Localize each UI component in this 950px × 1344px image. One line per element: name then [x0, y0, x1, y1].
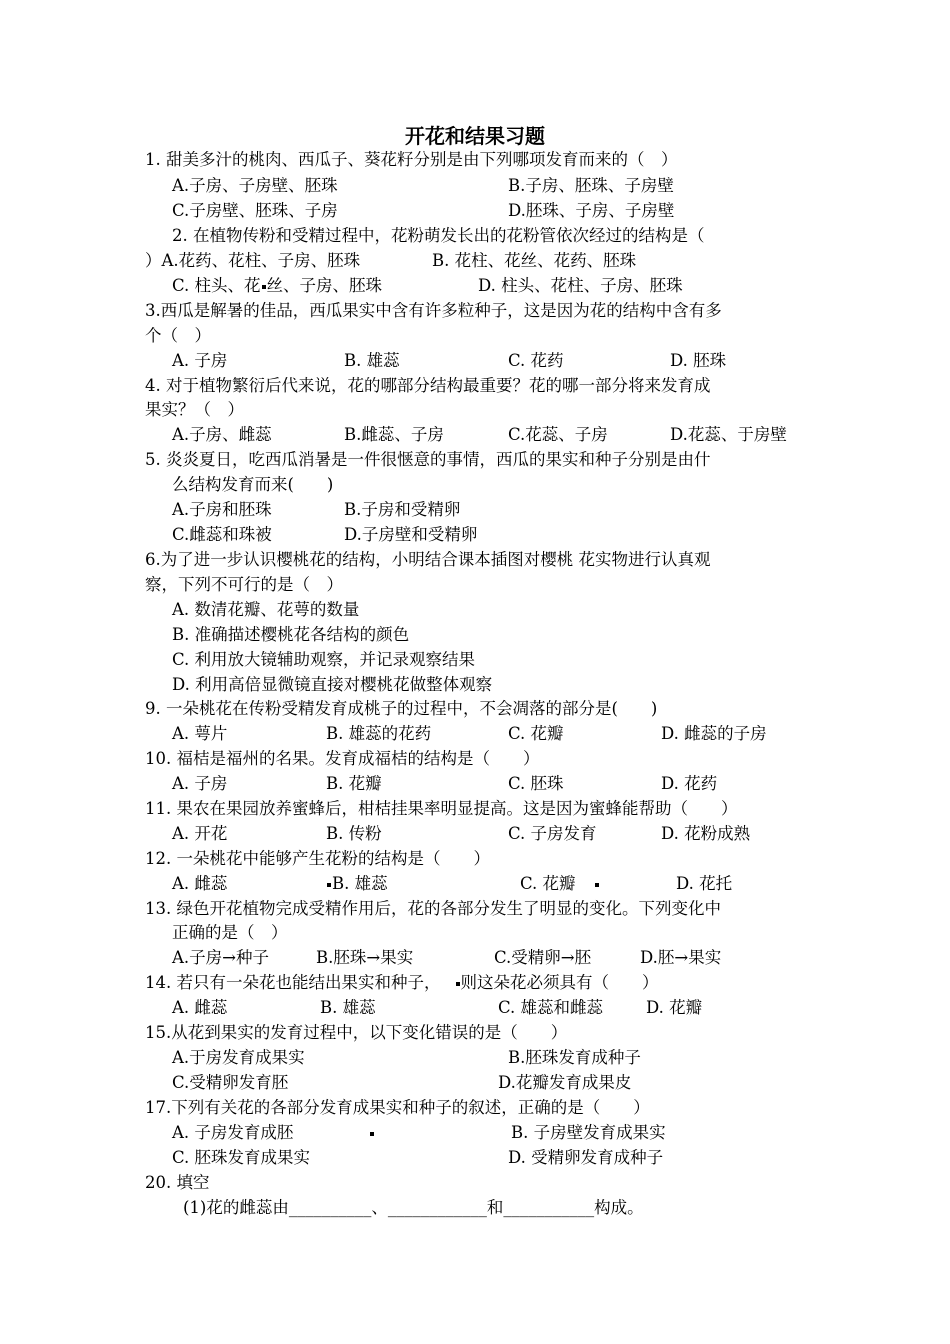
question-5-option-c: C.雌蕊和珠被 [172, 525, 272, 544]
question-9-option-d: D. 雌蕊的子房 [661, 724, 767, 743]
question-4-option-b: B.雌蕊、子房 [344, 425, 444, 444]
question-14-stem-part-2: 则这朵花必须具有（ ） [460, 973, 659, 992]
question-5-option-d: D.子房壁和受精卵 [344, 525, 478, 544]
question-4-option-c: C.花蕊、子房 [508, 425, 608, 444]
question-17-option-d: D. 受精卵发育成种子 [508, 1148, 664, 1167]
option-c-part-2: 丝、子房、胚珠 [266, 276, 383, 295]
question-10-option-c: C. 胚珠 [508, 774, 564, 793]
stray-mark [262, 285, 266, 289]
question-5-stem-line-1: 5. 炎炎夏日，吃西瓜消暑是一件很惬意的事情，西瓜的果实和种子分别是由什 [145, 450, 711, 469]
question-6-option-d: D. 利用高倍显微镜直接对樱桃花做整体观察 [172, 675, 493, 694]
question-11-option-b: B. 传粉 [326, 824, 382, 843]
question-9-option-a: A. 萼片 [172, 724, 228, 743]
question-11-option-d: D. 花粉成熟 [661, 824, 751, 843]
stray-mark [370, 1132, 374, 1136]
question-14-option-a: A. 雌蕊 [172, 998, 228, 1017]
question-15-option-d: D.花瓣发育成果皮 [498, 1073, 632, 1092]
question-12-option-b [326, 872, 388, 896]
question-3-option-b: B. 雄蕊 [344, 351, 400, 370]
question-10-option-d: D. 花药 [661, 774, 718, 793]
question-9-option-b: B. 雄蕊的花药 [326, 724, 432, 743]
question-2-option-a: ）A.花药、花柱、子房、胚珠 [145, 251, 361, 270]
question-15-stem: 15.从花到果实的发育过程中，以下变化错误的是（ ） [145, 1023, 568, 1042]
question-12-option-a: A. 雌蕊 [172, 874, 228, 893]
stray-mark [456, 982, 460, 986]
question-6-stem-line-2: 察，下列不可行的是（ ） [145, 575, 343, 594]
question-13-option-a: A.子房→种子 [172, 948, 269, 967]
question-17-option-a [172, 1121, 375, 1145]
question-4-option-d: D.花蕊、于房壁 [670, 425, 787, 444]
question-3-option-d: D. 胚珠 [670, 351, 727, 370]
question-9-option-c: C. 花瓣 [508, 724, 564, 743]
question-11-option-a: A. 开花 [172, 824, 228, 843]
question-12-option-c [520, 872, 600, 896]
question-11-option-c: C. 子房发育 [508, 824, 597, 843]
question-13-stem-line-2: 正确的是（ ） [172, 923, 288, 942]
question-15-option-c: C.受精卵发育胚 [172, 1073, 289, 1092]
question-10-option-b: B. 花瓣 [326, 774, 382, 793]
question-3-stem-line-1: 3.西瓜是解暑的佳品，西瓜果实中含有许多粒种子，这是因为花的结构中含有多 [145, 301, 722, 320]
question-1-option-c: C.子房壁、胚珠、子房 [172, 201, 338, 220]
question-2-stem: 2. 在植物传粉和受精过程中，花粉萌发长出的花粉管依次经过的结构是（ [172, 226, 705, 245]
question-6-stem-line-1: 6.为了进一步认识樱桃花的结构，小明结合课本插图对樱桃 花实物进行认真观 [145, 550, 711, 569]
question-2-option-d: D. 柱头、花柱、子房、胚珠 [478, 276, 683, 295]
question-2-option-b: B. 花柱、花丝、花药、胚珠 [432, 251, 637, 270]
question-6-option-c: C. 利用放大镜辅助观察，并记录观察结果 [172, 650, 476, 669]
stray-mark [595, 883, 599, 887]
question-1-option-a: A.子房、子房壁、胚珠 [172, 176, 338, 195]
question-5-stem-line-2: 么结构发育而来( ) [172, 475, 334, 494]
option-a-text: A. 子房发育成胚 [172, 1123, 294, 1142]
question-17-stem: 17.下列有关花的各部分发育成果实和种子的叙述，正确的是（ ） [145, 1098, 650, 1117]
question-11-stem: 11. 果农在果园放养蜜蜂后，柑桔挂果率明显提高。这是因为蜜蜂能帮助（ ） [145, 799, 738, 818]
question-1-option-b: B.子房、胚珠、子房壁 [508, 176, 674, 195]
question-10-stem: 10. 福桔是福州的名果。发育成福桔的结构是（ ） [145, 749, 540, 768]
question-17-option-c: C. 胚珠发育成果实 [172, 1148, 311, 1167]
question-6-option-a: A. 数清花瓣、花萼的数量 [172, 600, 360, 619]
question-14-option-b: B. 雄蕊 [320, 998, 376, 1017]
option-c-part-1: C. 柱头、花 [172, 276, 261, 295]
question-10-option-a: A. 子房 [172, 774, 228, 793]
question-3-option-c: C. 花药 [508, 351, 564, 370]
question-3-option-a: A. 子房 [172, 351, 228, 370]
question-15-option-a: A.于房发育成果实 [172, 1048, 305, 1067]
question-5-option-b: B.子房和受精卵 [344, 500, 461, 519]
question-3-stem-line-2: 个（ ） [145, 326, 211, 345]
question-14-stem-part-1: 14. 若只有一朵花也能结出果实和种子， [145, 973, 441, 992]
question-5-option-a: A.子房和胚珠 [172, 500, 272, 519]
question-12-option-d: D. 花托 [676, 874, 733, 893]
question-4-option-a: A.子房、雌蕊 [172, 425, 272, 444]
option-c-text: C. 花瓣 [520, 874, 576, 893]
question-17-option-b: B. 子房壁发育成果实 [511, 1123, 666, 1142]
question-15-option-b: B.胚珠发育成种子 [508, 1048, 641, 1067]
question-9-stem: 9. 一朵桃花在传粉受精发育成桃子的过程中，不会凋落的部分是( ) [145, 699, 658, 718]
question-4-stem-line-2: 果实？（ ） [145, 400, 244, 419]
question-2-option-c [172, 274, 382, 298]
question-13-stem-line-1: 13. 绿色开花植物完成受精作用后，花的各部分发生了明显的变化。下列变化中 [145, 899, 721, 918]
question-1-option-d: D.胚珠、子房、子房壁 [508, 201, 675, 220]
question-13-option-b: B.胚珠→果实 [316, 948, 414, 967]
question-6-option-b: B. 准确描述樱桃花各结构的颜色 [172, 625, 410, 644]
question-13-option-d: D.胚→果实 [640, 948, 722, 967]
page-title: 开花和结果习题 [405, 124, 545, 148]
question-1-stem: 1. 甜美多汁的桃肉、西瓜子、葵花籽分别是由下列哪项发育而来的（ ） [145, 150, 678, 169]
question-20-stem: 20. 填空 [145, 1173, 210, 1192]
question-12-stem: 12. 一朵桃花中能够产生花粉的结构是（ ） [145, 849, 490, 868]
question-4-stem-line-1: 4. 对于植物繁衍后代来说，花的哪部分结构最重要？花的哪一部分将来发育成 [145, 376, 711, 395]
question-20-fill-blank: (1)花的雌蕊由__________、____________和___________构成。 [183, 1198, 644, 1217]
question-13-option-c: C.受精卵→胚 [494, 948, 592, 967]
stray-mark [327, 883, 331, 887]
option-b-text: B. 雄蕊 [332, 874, 388, 893]
question-14-option-d: D. 花瓣 [646, 998, 703, 1017]
question-14-option-c: C. 雄蕊和雌蕊 [498, 998, 604, 1017]
question-14-stem [145, 971, 659, 995]
